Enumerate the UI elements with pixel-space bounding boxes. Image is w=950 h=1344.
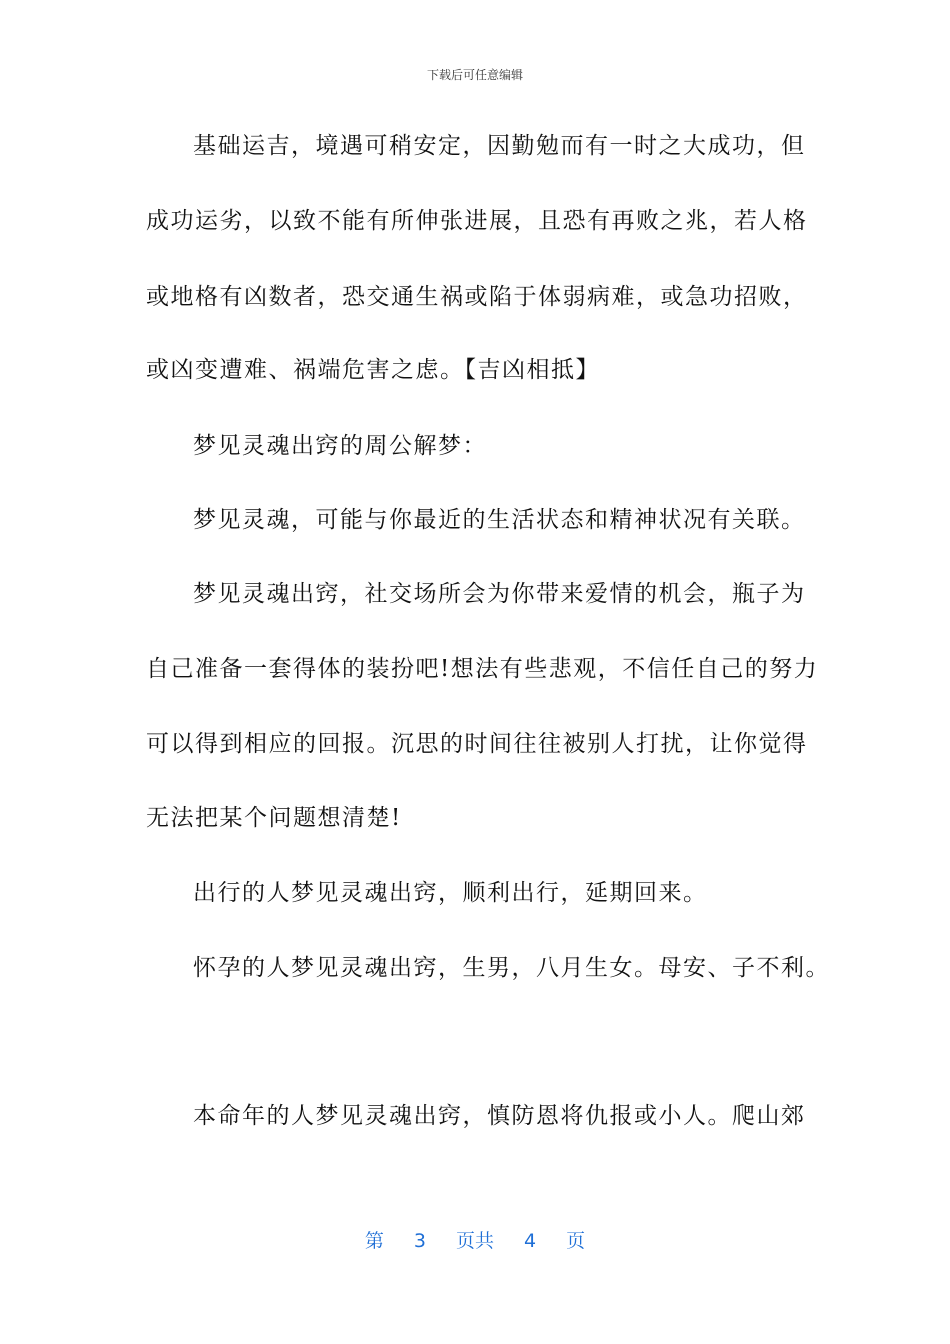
- footer-total-pages: 4: [524, 1230, 537, 1252]
- page-footer: [0, 1226, 950, 1253]
- paragraph-line: 基础运吉，境遇可稍安定，因勤勉而有一时之大成功，但: [193, 133, 806, 159]
- paragraph-line: 本命年的人梦见灵魂出窍，慎防恩将仇报或小人。爬山郊: [193, 1103, 806, 1129]
- paragraph-line: 无法把某个问题想清楚!: [146, 805, 402, 831]
- paragraph-line: 梦见灵魂出窍，社交场所会为你带来爱情的机会，瓶子为: [193, 581, 806, 607]
- paragraph-line: 可以得到相应的回报。沉思的时间往往被别人打扰，让你觉得: [146, 731, 808, 757]
- paragraph-line: 出行的人梦见灵魂出窍，顺利出行，延期回来。: [193, 880, 708, 906]
- paragraph-line: 自己准备一套得体的装扮吧!想法有些悲观，不信任自己的努力: [146, 656, 819, 682]
- footer-middle: 页共: [455, 1230, 494, 1252]
- header-note: 下载后可任意编辑: [426, 68, 523, 82]
- footer-suffix: 页: [566, 1230, 586, 1252]
- footer-current-page: 3: [413, 1230, 426, 1252]
- paragraph-line: 梦见灵魂，可能与你最近的生活状态和精神状况有关联。: [193, 507, 806, 533]
- paragraph-line: 或地格有凶数者，恐交通生祸或陷于体弱病难，或急功招败，: [146, 284, 808, 310]
- section-heading: 梦见灵魂出窍的周公解梦：: [193, 433, 487, 459]
- paragraph-line: 或凶变遭难、祸端危害之虑。【吉凶相抵】: [146, 357, 600, 383]
- paragraph-line: 成功运劣，以致不能有所伸张进展，且恐有再败之兆，若人格: [146, 208, 808, 234]
- paragraph-line: 怀孕的人梦见灵魂出窍，生男，八月生女。母安、子不利。: [193, 955, 830, 981]
- footer-prefix: 第: [364, 1230, 384, 1252]
